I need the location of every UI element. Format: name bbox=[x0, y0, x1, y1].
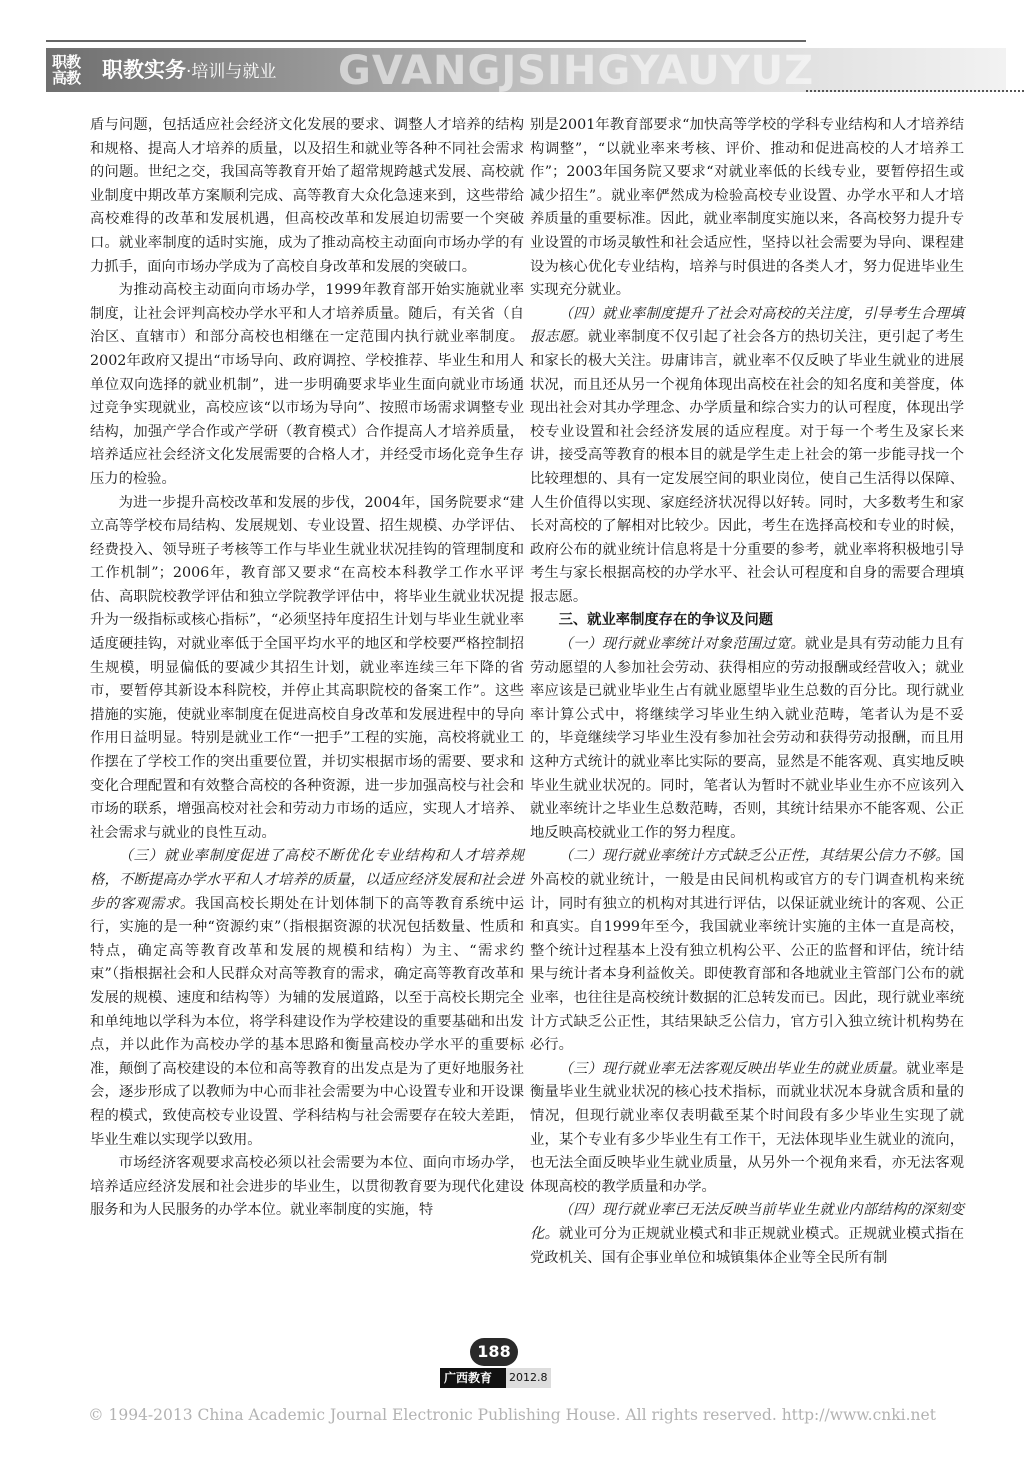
section-title-main: 职教实务 bbox=[102, 58, 186, 82]
body-paragraph bbox=[530, 1199, 964, 1270]
page-header bbox=[46, 40, 1006, 96]
paragraph-text: 我国高校长期处在计划体制下的高等教育系统中运行，实施的是一种“资源约束”（指根据资源的状况包括数量、性质和特点，确定高等教育改革和发展的规模和结构）为主、“需求约束”（指根据社会和人民群众对高等教育的需求，确定高等教育改革和发展的规模、速度和结构等）为辅的发展道路，以至于高校长期完全和单纯地以学科为本位，将学科建设作为学校建设的重要基础和出发点，并以此作为高校办学的基本思路和衡量高校办学水平的重要标准，颠倒了高校建设的本位和高等教育的出发点是为了更好地服务社会，逐步形成了以教师为中心而非社会需要为中心设置专业和开设课程的模式，致使高校专业设置、学科结构与社会需要存在较大差距，毕业生难以实现学以致用。 bbox=[90, 895, 525, 1148]
logo-line-1: 职教 bbox=[52, 53, 81, 71]
right-column bbox=[530, 114, 964, 1270]
page-footer bbox=[440, 1338, 550, 1398]
body-paragraph: 为推动高校主动面向市场办学，1999年教育部开始实施就业率制度，让社会评判高校办学水平和人才培养质量。随后，有关省（自治区、直辖市）和部分高校也相继在一定范围内执行就业率制度。2002年政府又提出“市场导向、政府调控、学校推荐、毕业生和用人单位双向选择的就业机制”，进一步明确要求毕业生面向就业市场通过竞争实现就业，高校应该“以市场为导向”、按照市场需求调整专业结构，加强产学合作或产学研（教育模式）合作提高人才培养质量，培养适应社会经济文化发展需要的合格人才，并经受市场化竞争生存压力的检验。 bbox=[90, 282, 524, 487]
subsection-lead: （四）就业率制度提升了社会对高校的关注度，引导考生合理填报志愿。 bbox=[530, 305, 964, 346]
paragraph-text: 就业可分为正规就业模式和非正规就业模式。正规就业模式指在党政机关、国有企事业单位和城镇集体企业等全民所有制 bbox=[530, 1225, 965, 1266]
logo-line-2: 高教 bbox=[52, 69, 81, 87]
header-watermark-text: GVANGJSIHGYAUYUZ bbox=[338, 48, 815, 94]
section-heading: 三、就业率制度存在的争议及问题 bbox=[558, 612, 774, 629]
body-paragraph bbox=[530, 633, 964, 845]
body-paragraph bbox=[530, 845, 964, 1057]
paragraph-text: 就业率制度不仅引起了社会各方的热切关注，更引起了考生和家长的极大关注。毋庸讳言，就业率不仅反映了毕业生就业的进展状况，而且还从另一个视角体现出高校在社会的知名度和美誉度，体现出社会对其办学理念、办学质量和综合实力的认可程度，体现出学校专业设置和社会经济发展的适应程度。对于每一个考生及家长来讲，接受高等教育的根本目的就是学生走上社会的第一步能寻找一个比较理想的、具有一定发展空间的职业岗位，使自己生活得以保障、人生价值得以实现、家庭经济状况得以好转。同时，大多数考生和家长对高校的了解相对比较少。因此，考生在选择高校和专业的时候，政府公布的就业统计信息将是十分重要的参考，就业率将积极地引导考生与家长根据高校的办学水平、社会认可程度和自身的需要合理填报志愿。 bbox=[530, 329, 964, 605]
page-number: 188 bbox=[470, 1338, 518, 1366]
copyright-notice: © 1994-2013 China Academic Journal Electronic Publishing House. All rights reserved. http://www.cnki.net bbox=[88, 1406, 936, 1424]
body-paragraph bbox=[530, 1058, 964, 1200]
body-paragraph: 别是2001年教育部要求“加快高等学校的学科专业结构和人才培养结构调整”，“以就业率来考核、评价、推动和促进高校的人才培养工作”；2003年国务院又要求“对就业率低的长线专业，要暂停招生或减少招生”。就业率俨然成为检验高校专业设置、办学水平和人才培养质量的重要标准。因此，就业率制度实施以来，各高校努力提升专业设置的市场灵敏性和社会适应性，坚持以社会需要为导向、课程建设为核心优化专业结构，培养与时俱进的各类人才，努力促进毕业生实现充分就业。 bbox=[530, 117, 964, 299]
section-subtitle: ·培训与就业 bbox=[186, 62, 277, 82]
paragraph-text: 就业率是衡量毕业生就业状况的核心技术指标，而就业状况本身就含质和量的情况，但现行就业率仅表明截至某个时间段有多少毕业生实现了就业，某个专业有多少毕业生有工作干，无法体现毕业生就业的流向，也无法全面反映毕业生就业质量，从另外一个视角来看，亦无法客观体现高校的教学质量和办学。 bbox=[530, 1060, 965, 1195]
journal-bar bbox=[440, 1368, 548, 1388]
body-paragraph: 为进一步提升高校改革和发展的步伐，2004年，国务院要求“建立高等学校布局结构、发展规划、专业设置、招生规模、办学评估、经费投入、领导班子考核等工作与毕业生就业状况挂钩的管理制度和工作机制”；2006年，教育部又要求“在高校本科教学工作水平评估、高职院校教学评估和独立学院教学评估中，将毕业生就业状况提升为一级指标或核心指标”，“必须坚持年度招生计划与毕业生就业率适度硬挂钩，对就业率低于全国平均水平的地区和学校要严格控制招生规模，明显偏低的要减少其招生计划，就业率连续三年下降的省市，要暂停其新设本科院校，并停止其高职院校的备案工作”。这些措施的实施，使就业率制度在促进高校自身改革和发展进程中的导向作用日益明显。特别是就业工作“一把手”工程的实施，高校将就业工作摆在了学校工作的突出重要位置，并切实根据市场的需要、要求和变化合理配置和有效整合高校的各种资源，进一步加强高校与社会和市场的联系，增强高校对社会和劳动力市场的适应，实现人才培养、社会需求与就业的良性互动。 bbox=[90, 494, 524, 841]
section-logo bbox=[52, 54, 92, 88]
journal-issue: 2012.8 bbox=[506, 1368, 551, 1388]
subsection-lead: （三）就业率制度促进了高校不断优化专业结构和人才培养规格，不断提高办学水平和人才培养的质量，以适应经济发展和社会进步的客观需求。 bbox=[90, 848, 524, 912]
header-dotted-rule bbox=[806, 90, 1024, 92]
paragraph-text: 国外高校的就业统计，一般是由民间机构或官方的专门调查机构来统计，同时有独立的机构对其进行评估，以保证就业统计的客观、公正和真实。自1999年至今，我国就业率统计实施的主体一直是高校，整个统计过程基本上没有独立机构公平、公正的监督和评估，统计结果与统计者本身利益攸关。即使教育部和各地就业主管部门公布的就业率，也往往是高校统计数据的汇总转发而已。因此，现行就业率统计方式缺乏公正性，其结果缺乏公信力，官方引入独立统计机构势在必行。 bbox=[530, 848, 964, 1054]
header-rule bbox=[46, 40, 806, 42]
subsection-lead: （三）现行就业率无法客观反映出毕业生的就业质量。 bbox=[558, 1060, 907, 1077]
subsection-lead: （一）现行就业率统计对象范围过宽。 bbox=[558, 636, 805, 653]
body-paragraph: 盾与问题，包括适应社会经济文化发展的要求、调整人才培养的结构和规格、提高人才培养的质量，以及招生和就业等各种不同社会需求的问题。世纪之交，我国高等教育开始了超常规跨越式发展、高校就业制度中期改革方案顺利完成、高等教育大众化急速来到，这些带给高校难得的改革和发展机遇，但高校改革和发展迫切需要一个突破口。就业率制度的适时实施，成为了推动高校主动面向市场办学的有力抓手，面向市场办学成为了高校自身改革和发展的突破口。 bbox=[90, 117, 524, 275]
subsection-lead: （四）现行就业率已无法反映当前毕业生就业内部结构的深刻变化。 bbox=[530, 1202, 964, 1242]
body-paragraph bbox=[90, 845, 524, 1152]
body-paragraph bbox=[530, 303, 964, 610]
section-title bbox=[102, 56, 276, 86]
body-paragraph: 市场经济客观要求高校必须以社会需要为本位、面向市场办学，培养适应经济发展和社会进步的毕业生，以贯彻教育要为现代化建设服务和为人民服务的办学本位。就业率制度的实施，特 bbox=[90, 1155, 524, 1219]
subsection-lead: （二）现行就业率统计方式缺乏公正性，其结果公信力不够。 bbox=[558, 848, 950, 865]
left-column bbox=[90, 114, 524, 1223]
paragraph-text: 就业是具有劳动能力且有劳动愿望的人参加社会劳动、获得相应的劳动报酬或经营收入；就业率应该是已就业毕业生占有就业愿望毕业生总数的百分比。现行就业率计算公式中，将继续学习毕业生纳入就业范畴，笔者认为是不妥的，毕竟继续学习毕业生没有参加社会劳动和获得劳动报酬，而且用这种方式统计的就业率比实际的要高，显然是不能客观、真实地反映毕业生就业状况的。同时，笔者认为暂时不就业毕业生亦不应该列入就业率统计之毕业生总数范畴，否则，其统计结果亦不能客观、公正地反映高校就业工作的努力程度。 bbox=[530, 636, 965, 841]
journal-name: 广西教育 bbox=[444, 1371, 493, 1385]
